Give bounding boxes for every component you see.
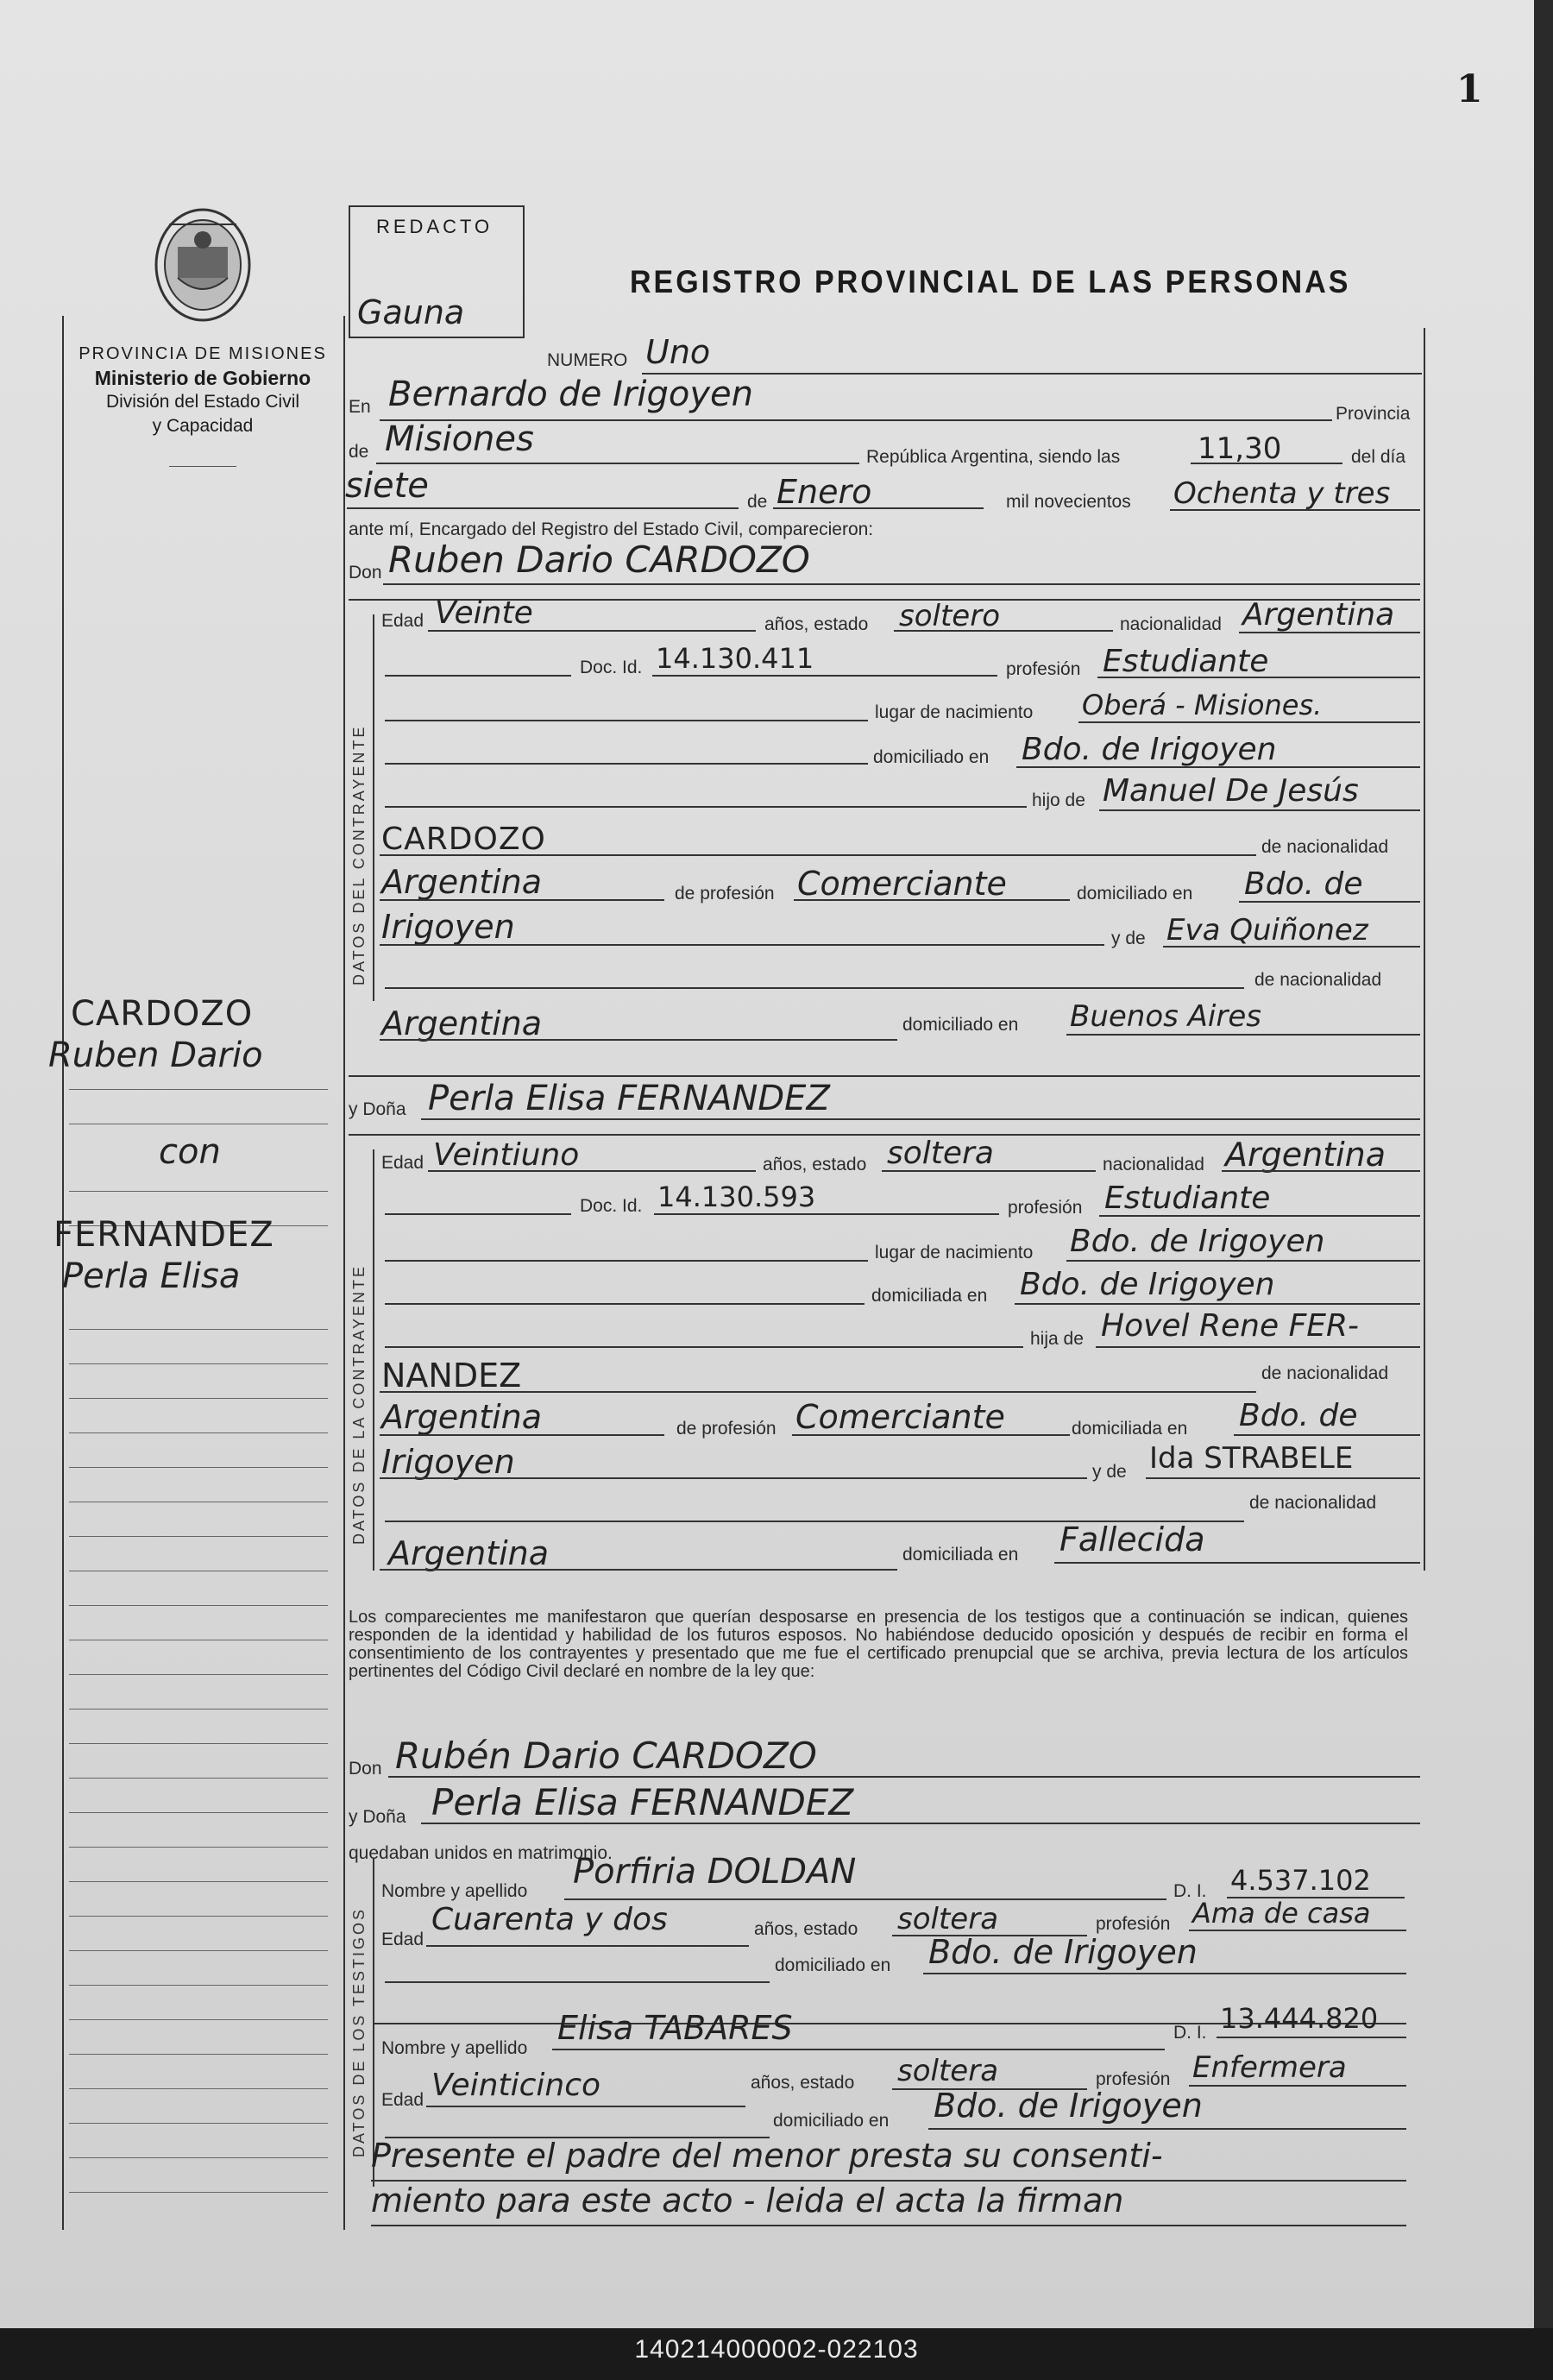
groom-madre-rule [1163,946,1420,948]
note-line-2: miento para este acto - leida el acta la firman [371,2182,1124,2219]
bride-domicilio: Bdo. de Irigoyen [1020,1267,1275,1302]
groom-lugar-rule [1078,721,1420,723]
bride-madre-rule [1146,1477,1420,1479]
authority-division: División del Estado Civil [105,392,300,412]
margin-groom-names: Ruben Dario [48,1036,263,1075]
groom-padre-dom-rule [1239,901,1420,903]
bride-estado-rule [882,1170,1096,1172]
groom-padre-2-rule [380,854,1256,856]
declaration-don-rule [388,1776,1420,1778]
groom-domicilio-label: domiciliado en [873,747,990,767]
groom-madre-dom-rule [1066,1034,1420,1036]
bride-madre-nacionalidad: Argentina [388,1534,550,1572]
t2-edad-label: Edad [381,2090,424,2110]
bride-padre-prof-rule [792,1434,1070,1436]
groom-name-rule [383,583,1420,585]
groom-madre-nac-label: de nacionalidad [1254,970,1382,990]
bride-name-rule [421,1118,1420,1120]
t1-domicilio: Bdo. de Irigoyen [928,1933,1198,1971]
bride-domicilio-pre-rule [385,1303,865,1305]
groom-doc-rule [652,675,997,677]
footer-code: 140214000002-022103 [634,2335,919,2364]
right-border [1424,328,1425,1571]
margin-divider [343,316,345,2230]
t1-domicilio-label: domiciliado en [775,1955,891,1975]
declaration-paragraph: Los comparecientes me manifestaron que querían desposarse en presencia de los testigos que a continuación se indican, quienes responden de la identidad y habilidad de los futuros esposos. No habiéndose deducido oposición y después de recibir en forma el consentimiento de los contrayentes y presentado que me fue el certificado prenupcial que se archiva, previa lectura de los artículos pertinentes del Código Civil declaré en nombre de la ley que: [349,1608,1408,1681]
groom-madre-dom-label: domiciliado en [902,1015,1019,1035]
t1-edad: Cuarenta y dos [431,1902,668,1937]
groom-estado-label: años, estado [764,614,869,634]
bride-section-bar [373,1149,374,1571]
bride-domicilio-rule [1015,1303,1420,1305]
dia-rule [347,507,739,509]
republica-label: República Argentina, siendo las [866,447,1121,467]
t1-di: 4.537.102 [1230,1864,1371,1897]
groom-padre-dom-label: domiciliado en [1077,884,1193,904]
t1-estado-label: años, estado [754,1919,858,1939]
groom-padre-nac-rule [380,899,664,901]
declaration-dona-value: Perla Elisa FERNANDEZ [431,1781,854,1823]
t2-estado-label: años, estado [751,2073,855,2093]
groom-domicilio: Bdo. de Irigoyen [1022,732,1277,767]
mil-label: mil novecientos [1006,492,1131,512]
numero-label: NUMERO [547,350,628,370]
groom-section-bar [373,614,374,1001]
groom-domicilio-pre-rule [385,763,868,765]
bride-doc-label: Doc. Id. [580,1196,643,1216]
t1-edad-rule [426,1945,749,1947]
t2-di-rule [1217,2037,1406,2038]
t1-profesion-label: profesión [1096,1914,1171,1934]
t1-profesion: Ama de casa [1192,1897,1371,1930]
groom-doc-pre-rule [385,675,571,677]
groom-padre-profesion: Comerciante [797,865,1007,903]
dia-value: siete [345,466,429,506]
del-dia-label: del día [1351,447,1406,467]
groom-padre-dom2-rule [380,944,1104,946]
margin-bride-surname: FERNANDEZ [53,1215,274,1255]
redacto-label: REDACTO [376,216,494,237]
groom-padre-nacionalidad: Argentina [381,863,543,901]
declaration-dona-label: y Doña [349,1807,406,1827]
t2-edad-rule [426,2106,745,2107]
t2-edad: Veinticinco [431,2068,601,2103]
t2-nombre: Elisa TABARES [557,2009,793,2047]
anio-rule [1170,509,1420,511]
mes-rule [773,507,984,509]
bride-madre-nac-rule [380,1569,897,1571]
bride-padre-1-rule [1096,1346,1420,1348]
bride-nacionalidad-rule [1222,1170,1420,1172]
en-label: En [349,397,371,417]
bride-padre-profesion: Comerciante [795,1398,1005,1436]
bride-estado: soltera [887,1136,994,1171]
bride-lugar: Bdo. de Irigoyen [1070,1224,1325,1259]
groom-estado: soltero [899,599,1000,633]
authority-capacity: y Capacidad [152,416,254,436]
provincia-label: Provincia [1336,404,1411,424]
bride-madre-nac-label: de nacionalidad [1249,1493,1377,1513]
bride-nacionalidad: Argentina [1225,1136,1386,1174]
bride-doc-pre-rule [385,1213,571,1215]
groom-madre-nac-pre-rule [385,987,1244,989]
groom-name: Ruben Dario CARDOZO [388,538,810,581]
bride-lugar-rule [1066,1260,1420,1262]
t2-domicilio-label: domiciliado en [773,2111,890,2131]
t2-profesion-rule [1189,2085,1406,2087]
t1-estado: soltera [897,1902,999,1936]
anio-value: Ochenta y tres [1173,476,1391,511]
page-edge [1534,0,1553,2328]
t1-nombre-rule [564,1898,1166,1900]
bride-profesion-rule [1099,1215,1420,1217]
bride-edad: Veintiuno [433,1137,580,1173]
groom-lugar: Oberá - Misiones. [1082,689,1323,721]
groom-padre-2: CARDOZO [381,822,546,857]
bride-madre: Ida STRABELE [1149,1441,1354,1476]
authority-rule [169,466,236,467]
ante-text: ante mí, Encargado del Registro del Estado Civil, comparecieron: [349,519,874,539]
bride-y-de-label: y de [1092,1462,1127,1482]
t2-di: 13.444.820 [1220,2002,1379,2035]
authority-ministry: Ministerio de Gobierno [94,367,311,389]
witness-section-label: DATOS DE LOS TESTIGOS [350,1906,368,2157]
bride-padre-domicilio-2: Irigoyen [381,1443,515,1481]
t2-profesion-label: profesión [1096,2069,1171,2089]
t2-profesion: Enfermera [1192,2050,1347,2085]
bride-estado-label: años, estado [763,1155,867,1174]
groom-edad-rule [428,630,756,632]
groom-profesion-label: profesión [1006,659,1081,679]
note-line-1: Presente el padre del menor presta su consenti- [371,2137,1163,2175]
bride-doc-rule [654,1213,999,1215]
de-label: de [349,442,369,462]
t2-nombre-rule [552,2049,1165,2050]
bride-lugar-label: lugar de nacimiento [875,1243,1034,1262]
bride-madre-dom-label: domiciliada en [902,1545,1019,1565]
de-rule [376,463,859,464]
t1-nombre-label: Nombre y apellido [381,1881,528,1901]
bride-padre-prof-label: de profesión [676,1419,776,1439]
note-line-2-rule [371,2225,1406,2226]
groom-nacionalidad-rule [1239,632,1420,633]
dona-label: y Doña [349,1099,406,1119]
declaration-quedaban: quedaban unidos en matrimonio. [349,1843,613,1863]
groom-section-label: DATOS DEL CONTRAYENTE [350,724,368,985]
t1-edad-label: Edad [381,1930,424,1949]
bride-padre-1: Hovel Rene FER- [1101,1308,1360,1344]
bride-profesion-label: profesión [1008,1198,1083,1218]
groom-madre-nacionalidad: Argentina [381,1004,543,1042]
margin-bride-names: Perla Elisa [62,1256,241,1296]
bride-hija-pre-rule [385,1346,1023,1348]
groom-madre: Eva Quiñonez [1166,913,1368,948]
bride-padre-dom-rule [1234,1434,1420,1436]
margin-connector: con [159,1132,221,1172]
groom-padre-domicilio-2: Irigoyen [381,908,515,946]
bride-padre-nac-rule [380,1434,664,1436]
bride-padre-nac-label: de nacionalidad [1261,1363,1389,1383]
declaration-dona-rule [421,1823,1420,1824]
groom-padre-1-rule [1099,809,1420,811]
bride-edad-rule [428,1170,756,1172]
t2-domicilio: Bdo. de Irigoyen [934,2087,1203,2125]
bride-name: Perla Elisa FERNANDEZ [428,1079,830,1118]
t1-di-label: D. I. [1173,1881,1207,1901]
groom-padre-domicilio-1: Bdo. de [1244,866,1363,902]
bride-nacionalidad-label: nacionalidad [1103,1155,1204,1174]
groom-doc: 14.130.411 [656,642,814,675]
t2-di-label: D. I. [1173,2023,1207,2043]
margin-groom-surname: CARDOZO [71,994,254,1034]
groom-lugar-pre-rule [385,720,868,721]
hora-rule [1191,463,1342,464]
de-mes-label: de [747,492,768,512]
bride-section-label: DATOS DE LA CONTRAYENTE [350,1263,368,1545]
groom-y-de-label: y de [1111,929,1146,948]
groom-nacionalidad-label: nacionalidad [1120,614,1222,634]
province-seal-icon [152,205,254,324]
groom-profesion: Estudiante [1103,644,1269,679]
groom-padre-prof-label: de profesión [675,884,775,904]
groom-nacionalidad: Argentina [1242,597,1395,633]
groom-edad-label: Edad [381,611,424,631]
authority-province: PROVINCIA DE MISIONES [79,344,327,363]
groom-estado-rule [894,630,1113,632]
en-value: Bernardo de Irigoyen [388,375,753,414]
t2-domicilio-rule [928,2128,1406,2130]
bride-padre-domicilio-1: Bdo. de [1239,1398,1358,1433]
groom-madre-domicilio: Buenos Aires [1070,999,1261,1034]
declaration-don-value: Rubén Dario CARDOZO [395,1735,817,1777]
bride-padre-dom2-rule [380,1477,1087,1479]
redacto-value: Gauna [357,293,465,331]
don-label: Don [349,563,382,582]
t1-domicilio-rule [923,1973,1406,1974]
numero-value: Uno [645,333,711,371]
bride-madre-domicilio: Fallecida [1059,1521,1205,1558]
bride-padre-2: NANDEZ [381,1357,522,1395]
document-title: REGISTRO PROVINCIAL DE LAS PERSONAS [630,264,1351,300]
bride-profesion: Estudiante [1104,1181,1271,1216]
groom-madre-nac-rule [380,1039,897,1041]
t1-nombre: Porfiria DOLDAN [573,1852,857,1892]
groom-doc-label: Doc. Id. [580,658,643,677]
groom-section-end [349,1075,1420,1077]
bride-padre-2-rule [380,1391,1256,1393]
bride-padre-dom-label: domiciliada en [1072,1419,1188,1439]
numero-rule [642,373,1422,375]
bride-domicilio-label: domiciliada en [871,1286,988,1306]
bride-edad-label: Edad [381,1153,424,1173]
declaration-don-label: Don [349,1759,382,1779]
groom-hijo-label: hijo de [1032,790,1085,810]
bride-madre-dom-rule [1054,1562,1420,1564]
bride-padre-nacionalidad: Argentina [381,1398,543,1436]
groom-padre-nac-label: de nacionalidad [1261,837,1389,857]
groom-lugar-label: lugar de nacimiento [875,702,1034,722]
groom-profesion-rule [1097,677,1420,678]
t1-profesion-rule [1189,1930,1406,1931]
de-value: Misiones [385,419,534,459]
bride-lugar-pre-rule [385,1260,868,1262]
bride-hija-label: hija de [1030,1329,1084,1349]
redacto-box [349,205,525,338]
groom-hijo-pre-rule [385,806,1027,808]
groom-padre-1: Manuel De Jesús [1103,773,1359,809]
bride-doc: 14.130.593 [657,1181,816,1213]
t2-nombre-label: Nombre y apellido [381,2038,528,2058]
t1-dom-pre-rule [385,1981,770,1983]
t2-estado: soltera [897,2054,999,2088]
hora-value: 11,30 [1198,431,1282,466]
groom-edad: Veinte [435,595,533,631]
groom-domicilio-rule [1016,766,1420,768]
groom-padre-prof-rule [794,899,1070,901]
mes-value: Enero [776,473,872,511]
page-number: 1 [1456,67,1483,111]
